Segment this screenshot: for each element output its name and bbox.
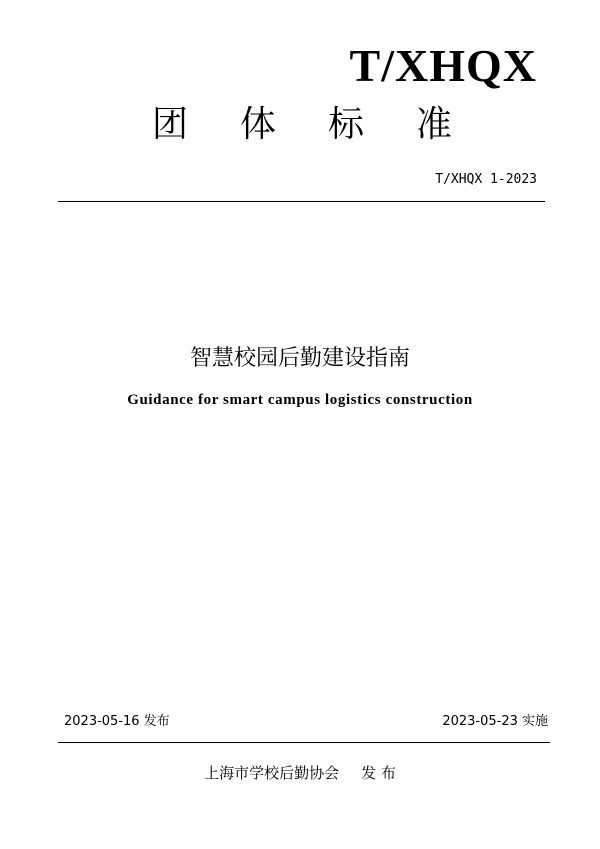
publisher-name: 上海市学校后勤协会 [204, 764, 340, 782]
standard-type-char: 准 [415, 104, 452, 145]
standard-type-char: 标 [327, 104, 364, 145]
implementation-date: 2023-05-23 实施 [442, 714, 548, 729]
bottom-divider [58, 742, 550, 743]
issue-date: 2023-05-16 发布 [64, 714, 170, 729]
standard-number: T/XHQX 1-2023 [435, 172, 537, 187]
document-title-english: Guidance for smart campus logistics construction [127, 392, 473, 408]
document-title-chinese: 智慧校园后勤建设指南 [189, 346, 410, 371]
standard-type-heading [152, 100, 452, 150]
publisher-action: 发 布 [361, 764, 396, 782]
standard-type-char: 团 [152, 104, 189, 145]
publisher-line [0, 761, 600, 785]
organization-code: T/XHQX [349, 40, 537, 91]
top-divider [58, 201, 545, 202]
standard-type-char: 体 [239, 104, 276, 145]
